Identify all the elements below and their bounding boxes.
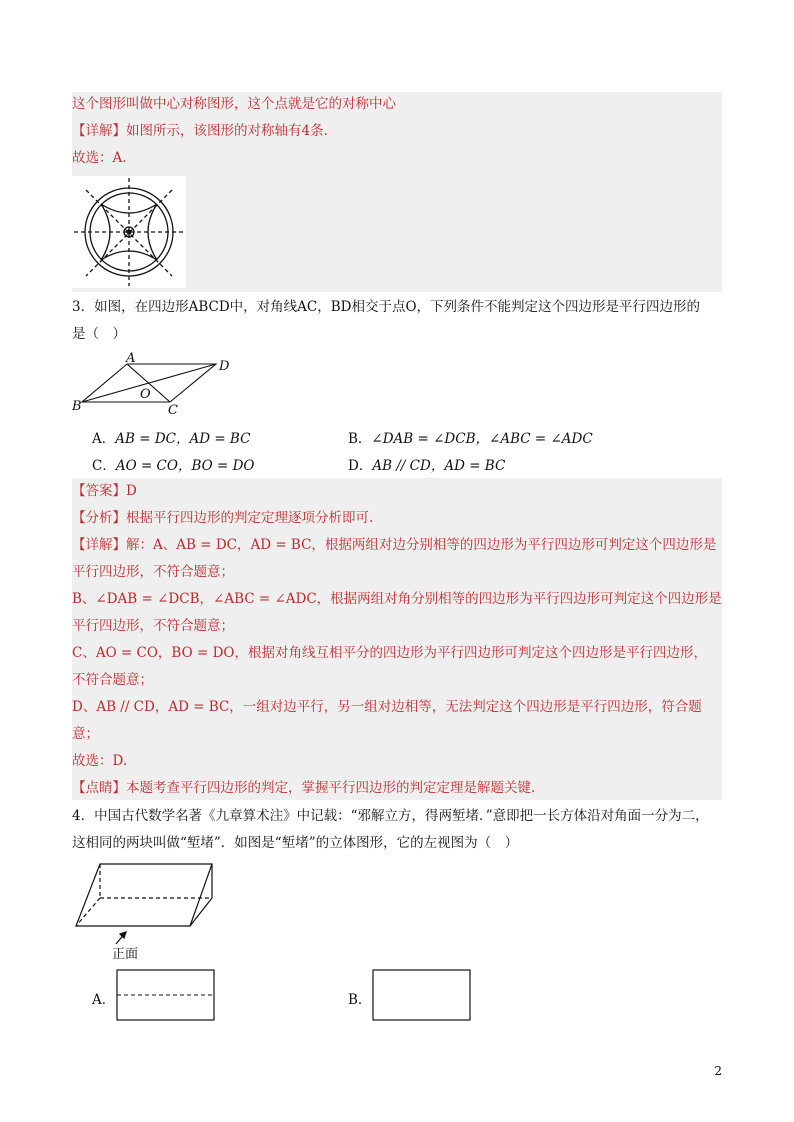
option-text: AB = DC，AD = BC bbox=[115, 431, 251, 447]
q2-choice: 故选：A. bbox=[72, 150, 127, 166]
q3-detail-a1 bbox=[72, 536, 716, 554]
label-D: D bbox=[219, 359, 230, 374]
q4-stem-line2: 这相同的两块叫做“堑堵”．如图是“堑堵”的立体图形，它的左视图为（ ） bbox=[72, 835, 519, 851]
q3-stem-line1: 3．如图，在四边形ABCD中，对角线AC，BD相交于点O，下列条件不能判定这个四边形是平行四边形的 bbox=[72, 299, 701, 315]
label-C: C bbox=[168, 403, 178, 418]
page-number: 2 bbox=[714, 1064, 722, 1078]
qiandu-3d-figure bbox=[72, 860, 222, 960]
q3-comment bbox=[72, 779, 535, 797]
detail-text: 解：A、AB = DC，AD = BC，根据两组对边分别相等的四边形为平行四边形可判定这个四边形是 bbox=[126, 537, 717, 553]
label-A: A bbox=[126, 351, 136, 366]
q3-stem-line2: 是（ ） bbox=[72, 326, 126, 342]
q4-option-a[interactable]: A． bbox=[92, 992, 116, 1008]
q3-option-c[interactable] bbox=[92, 454, 254, 474]
option-text: AB // CD，AD = BC bbox=[372, 458, 506, 474]
q4-option-b[interactable]: B． bbox=[348, 992, 372, 1008]
q3-detail-b1: B、∠DAB = ∠DCB，∠ABC = ∠ADC，根据两组对角分别相等的四边形为平行四边形可判定这个四边形是 bbox=[72, 591, 722, 607]
detail-tag: 【详解】 bbox=[72, 123, 126, 139]
detail-tag: 【详解】 bbox=[72, 537, 126, 553]
detail-text: 如图所示，该图形的对称轴有4条. bbox=[126, 123, 328, 139]
analysis-text: 根据平行四边形的判定定理逐项分析即可. bbox=[126, 510, 374, 526]
q3-detail-d1: D、AB // CD，AD = BC，一组对边平行，另一组对边相等，无法判定这个四边形是平行四边形，符合题 bbox=[72, 699, 702, 715]
label-O: O bbox=[140, 387, 151, 402]
q3-option-d[interactable] bbox=[348, 454, 505, 474]
q2-line1: 这个图形叫做中心对称图形，这个点就是它的对称中心 bbox=[72, 96, 396, 112]
front-view-label: 正面 bbox=[112, 947, 139, 960]
option-text: ∠DAB = ∠DCB，∠ABC = ∠ADC bbox=[371, 431, 593, 447]
answer-value: D bbox=[126, 483, 137, 499]
parallelogram-figure bbox=[72, 350, 237, 418]
q3-option-b[interactable] bbox=[348, 427, 593, 447]
answer-tag: 【答案】 bbox=[72, 483, 126, 499]
option-label: A． bbox=[92, 431, 116, 447]
q3-detail-c2: 不符合题意； bbox=[72, 672, 153, 688]
q4-stem-line1: 4．中国古代数学名著《九章算术注》中记载：“邪解立方，得两堑堵．”意即把一长方体沿对角面一分为二， bbox=[72, 808, 709, 824]
option-label: D． bbox=[348, 458, 373, 474]
q3-detail-a2: 平行四边形，不符合题意； bbox=[72, 564, 234, 580]
label-B: B bbox=[72, 399, 82, 414]
comment-text: 本题考查平行四边形的判定，掌握平行四边形的判定定理是解题关键. bbox=[126, 780, 536, 796]
option-label: B． bbox=[348, 431, 372, 447]
analysis-tag: 【分析】 bbox=[72, 510, 126, 526]
option-text: AO = CO，BO = DO bbox=[115, 458, 255, 474]
circle-symmetry-figure bbox=[72, 176, 186, 288]
q3-detail-c1: C、AO = CO，BO = DO，根据对角线互相平分的四边形为平行四边形可判定这个四边形是平行四边形， bbox=[72, 645, 707, 661]
option-label: C． bbox=[92, 458, 116, 474]
q3-answer bbox=[72, 482, 137, 500]
q4-option-a-shape[interactable] bbox=[116, 969, 216, 1023]
q3-detail-b2: 平行四边形，不符合题意； bbox=[72, 618, 234, 634]
q4-option-b-shape[interactable] bbox=[372, 969, 472, 1023]
q3-analysis bbox=[72, 509, 373, 527]
q3-option-a[interactable] bbox=[92, 427, 250, 447]
q2-detail bbox=[72, 122, 328, 140]
q3-choice: 故选：D. bbox=[72, 753, 128, 769]
q3-detail-d2: 意； bbox=[72, 726, 99, 742]
comment-tag: 【点睛】 bbox=[72, 780, 126, 796]
